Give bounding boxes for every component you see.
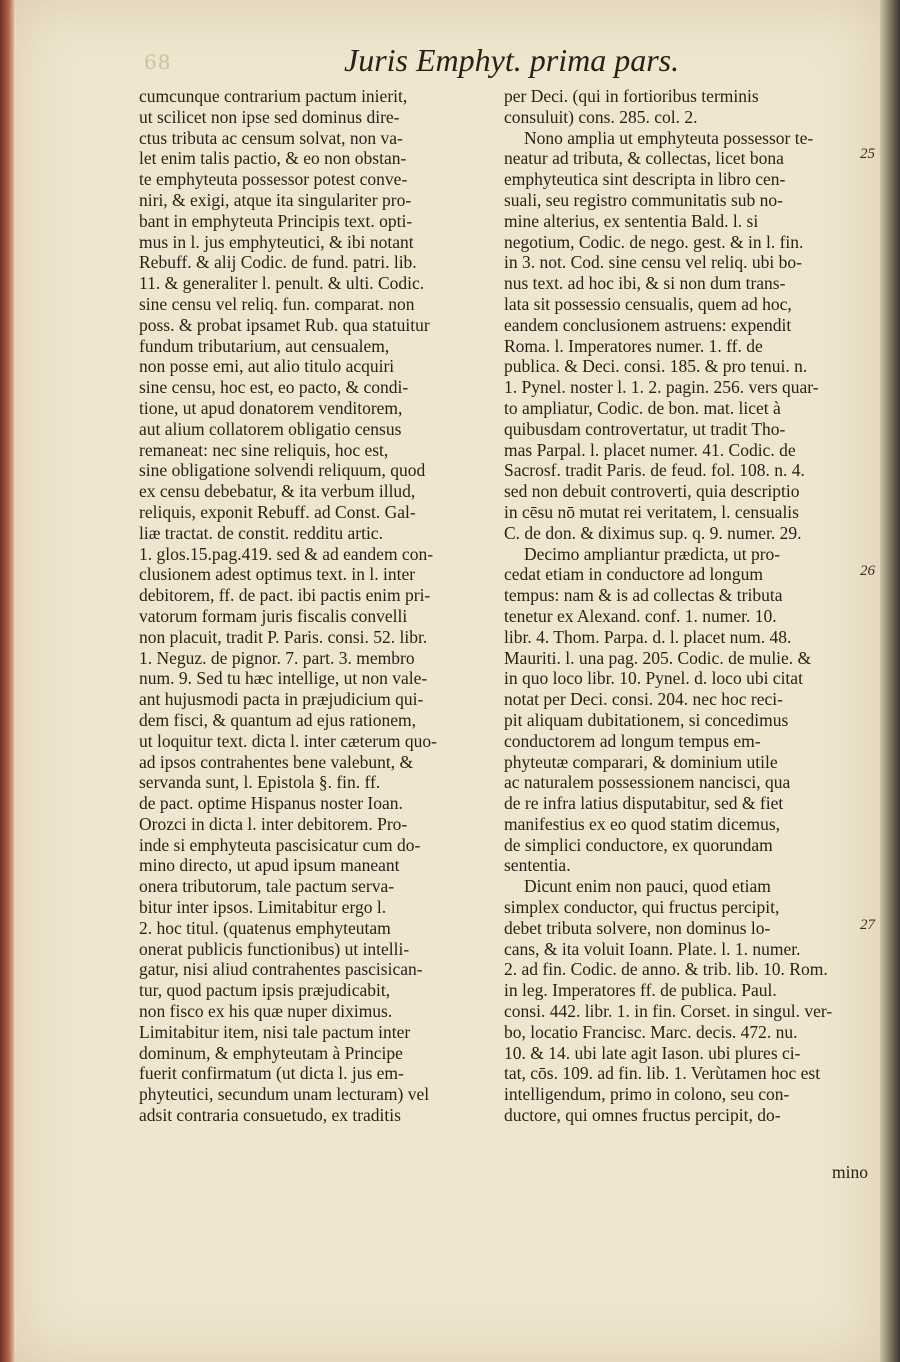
text-line: sine censu, hoc est, eo pacto, & condi- <box>139 377 409 398</box>
text-line: sine obligatione solvendi reliquum, quod <box>139 460 426 481</box>
book-binding-edge <box>0 0 14 1362</box>
text-line: inde si emphyteuta pascisicatur cum do- <box>139 834 421 855</box>
text-line: 10. & 14. ubi late agit Iason. ubi plures ci- <box>504 1042 801 1063</box>
text-line: sine censu vel reliq. fun. comparat. non <box>139 293 415 314</box>
text-line: phyteutæ comparari, & dominium utile <box>504 751 778 772</box>
text-line: C. de don. & diximus sup. q. 9. numer. 29. <box>504 522 802 543</box>
text-line: poss. & probat ipsamet Rub. qua statuitur <box>139 314 430 335</box>
text-line: bant in emphyteuta Principis text. opti- <box>139 210 413 231</box>
text-line: cedat etiam in conductore ad longum <box>504 564 764 585</box>
text-line: non posse emi, aut alio titulo acquiri <box>139 356 395 377</box>
text-line: mas Parpal. l. placet numer. 41. Codic. de <box>504 439 796 460</box>
page-number: 68 <box>144 50 172 74</box>
text-line: num. 9. Sed tu hæc intellige, ut non vale- <box>139 668 428 689</box>
text-line: in quo loco libr. 10. Pynel. d. loco ubi citat <box>504 668 803 689</box>
text-line: 2. hoc titul. (quatenus emphyteutam <box>139 917 391 938</box>
text-line: consi. 442. libr. 1. in fin. Corset. in singul. ver- <box>504 1001 833 1022</box>
facing-page-edge <box>880 0 900 1362</box>
right-text-column <box>504 86 869 1126</box>
text-line: 2. ad fin. Codic. de anno. & trib. lib. 10. Rom. <box>504 959 828 980</box>
text-line: te emphyteuta possessor potest conve- <box>139 169 408 190</box>
text-line: ut loquitur text. dicta l. inter cæterum quo- <box>139 730 437 751</box>
text-line: non placuit, tradit P. Paris. consi. 52. libr. <box>139 626 428 647</box>
text-line: vatorum formam juris fiscalis convelli <box>139 605 408 626</box>
text-line: emphyteutica sint descripta in libro cen- <box>504 169 786 190</box>
text-line: nus text. ad hoc ibi, & si non dum trans- <box>504 273 786 294</box>
page-header <box>14 42 880 82</box>
text-line: liæ tractat. de constit. redditu artic. <box>139 522 383 543</box>
text-line: quibusdam controvertatur, ut tradit Tho- <box>504 418 786 439</box>
text-line: Roma. l. Imperatores numer. 1. ff. de <box>504 335 763 356</box>
text-line: servanda sunt, l. Epistola §. fin. ff. <box>139 772 381 793</box>
text-line: Orozci in dicta l. inter debitorem. Pro- <box>139 813 408 834</box>
text-line: to ampliatur, Codic. de bon. mat. licet à <box>504 397 781 418</box>
text-line: mus in l. jus emphyteutici, & ibi notant <box>139 231 414 252</box>
margin-number: 25 <box>860 146 875 162</box>
text-line: fundum tributarium, aut censualem, <box>139 335 390 356</box>
text-line: Decimo ampliantur prædicta, ut pro- <box>524 543 781 564</box>
text-line: suali, seu registro communitatis sub no- <box>504 189 783 210</box>
text-line: de pact. optime Hispanus noster Ioan. <box>139 793 403 814</box>
text-line: simplex conductor, qui fructus percipit, <box>504 897 780 918</box>
text-line: sententia. <box>504 855 571 876</box>
text-line: ad ipsos contrahentes bene valebunt, & <box>139 751 414 772</box>
text-line: sed non debuit controverti, quia descriptio <box>504 481 800 502</box>
text-line: ctus tributa ac censum solvat, non va- <box>139 127 403 148</box>
text-line: reliquis, exponit Rebuff. ad Const. Gal- <box>139 501 416 522</box>
text-line: gatur, nisi aliud contrahentes pascisican- <box>139 959 423 980</box>
running-title: Juris Emphyt. prima pars. <box>344 42 680 78</box>
text-line: ut scilicet non ipse sed dominus dire- <box>139 106 400 127</box>
text-line: lata sit possessio censualis, quem ad hoc, <box>504 293 792 314</box>
text-line: adsit contraria consuetudo, ex traditis <box>139 1105 401 1126</box>
text-line: ant hujusmodi pacta in præjudicium qui- <box>139 689 424 710</box>
text-line: mino directo, ut apud ipsum maneant <box>139 855 400 876</box>
text-line: tur, quod pactum ipsis præjudicabit, <box>139 980 391 1001</box>
text-line: cans, & ita voluit Ioann. Plate. l. 1. numer. <box>504 938 801 959</box>
text-line: dominum, & emphyteutam à Principe <box>139 1042 403 1063</box>
text-line: eandem conclusionem astruens: expendit <box>504 314 792 335</box>
text-line: libr. 4. Thom. Parpa. d. l. placet num. 48. <box>504 626 792 647</box>
text-line: niri, & exigi, atque ita singulariter pro- <box>139 189 412 210</box>
text-line: 1. Pynel. noster l. 1. 2. pagin. 256. vers quar- <box>504 377 819 398</box>
text-line: let enim talis pactio, & eo non obstan- <box>139 148 407 169</box>
text-line: remaneat: nec sine reliquis, hoc est, <box>139 439 389 460</box>
text-line: Rebuff. & alij Codic. de fund. patri. lib. <box>139 252 417 273</box>
text-line: non fisco ex his quæ nuper diximus. <box>139 1001 393 1022</box>
text-line: tenetur ex Alexand. conf. 1. numer. 10. <box>504 605 777 626</box>
text-line: de re infra latius disputabitur, sed & fiet <box>504 793 784 814</box>
text-line: debitorem, ff. de pact. ibi pactis enim pri- <box>139 585 431 606</box>
text-line: in leg. Imperatores ff. de publica. Paul. <box>504 980 777 1001</box>
text-line: per Deci. (qui in fortioribus terminis <box>504 86 759 106</box>
text-line: aut alium collatorem obligatio census <box>139 418 402 439</box>
text-line: tat, cōs. 109. ad fin. lib. 1. Verùtamen hoc est <box>504 1063 821 1084</box>
text-line: consuluit) cons. 285. col. 2. <box>504 106 698 127</box>
text-line: tione, ut apud donatorem venditorem, <box>139 397 403 418</box>
text-line: negotium, Codic. de nego. gest. & in l. fin. <box>504 231 804 252</box>
text-line: intelligendum, primo in colono, seu con- <box>504 1084 790 1105</box>
text-line: 11. & generaliter l. penult. & ulti. Codic. <box>139 273 425 294</box>
text-line: de simplici conductore, ex quorundam <box>504 834 773 855</box>
text-line: cumcunque contrarium pactum inierit, <box>139 86 408 106</box>
text-line: Dicunt enim non pauci, quod etiam <box>524 876 771 897</box>
text-line: fuerit confirmatum (ut dicta l. jus em- <box>139 1063 404 1084</box>
text-line: 1. Neguz. de pignor. 7. part. 3. membro <box>139 647 415 668</box>
text-line: dem fisci, & quantum ad ejus rationem, <box>139 709 417 730</box>
text-line: tempus: nam & is ad collectas & tributa <box>504 585 783 606</box>
text-line: clusionem adest optimus text. in l. inter <box>139 564 416 585</box>
text-line: onera tributorum, tale pactum serva- <box>139 876 395 897</box>
text-line: in 3. not. Cod. sine censu vel reliq. ubi bo- <box>504 252 802 273</box>
text-line: phyteutici, secundum unam lecturam) vel <box>139 1084 430 1105</box>
text-line: onerat publicis functionibus) ut intelli- <box>139 938 410 959</box>
margin-number: 26 <box>860 563 875 579</box>
text-line: Sacrosf. tradit Paris. de feud. fol. 108. n. 4. <box>504 460 805 481</box>
text-line: Mauriti. l. una pag. 205. Codic. de mulie. & <box>504 647 812 668</box>
text-line: 1. glos.15.pag.419. sed & ad eandem con- <box>139 543 434 564</box>
text-line: ductore, qui omnes fructus percipit, do- <box>504 1105 781 1126</box>
paper-page <box>14 0 880 1362</box>
catchword: mino <box>832 1162 868 1182</box>
text-line: bitur inter ipsos. Limitabitur ergo l. <box>139 897 387 918</box>
margin-number: 27 <box>860 917 875 933</box>
text-line: debet tributa solvere, non dominus lo- <box>504 917 771 938</box>
text-line: Limitabitur item, nisi tale pactum inter <box>139 1021 411 1042</box>
text-line: ex censu debebatur, & ita verbum illud, <box>139 481 416 502</box>
text-line: publica. & Deci. consi. 185. & pro tenui. n. <box>504 356 808 377</box>
text-line: notat per Deci. consi. 204. nec hoc reci- <box>504 689 783 710</box>
text-line: conductorem ad longum tempus em- <box>504 730 761 751</box>
text-line: mine alterius, ex sententia Bald. l. si <box>504 210 759 231</box>
left-text-column <box>139 86 504 1126</box>
text-line: ac naturalem possessionem nancisci, qua <box>504 772 791 793</box>
text-line: pit aliquam dubitationem, si concedimus <box>504 709 789 730</box>
text-line: Nono amplia ut emphyteuta possessor te- <box>524 127 814 148</box>
text-line: neatur ad tributa, & collectas, licet bona <box>504 148 784 169</box>
text-line: bo, locatio Francisc. Marc. decis. 472. nu. <box>504 1021 798 1042</box>
text-line: in cēsu nō mutat rei veritatem, l. censualis <box>504 501 799 522</box>
text-line: manifestius ex eo quod statim dicemus, <box>504 813 781 834</box>
